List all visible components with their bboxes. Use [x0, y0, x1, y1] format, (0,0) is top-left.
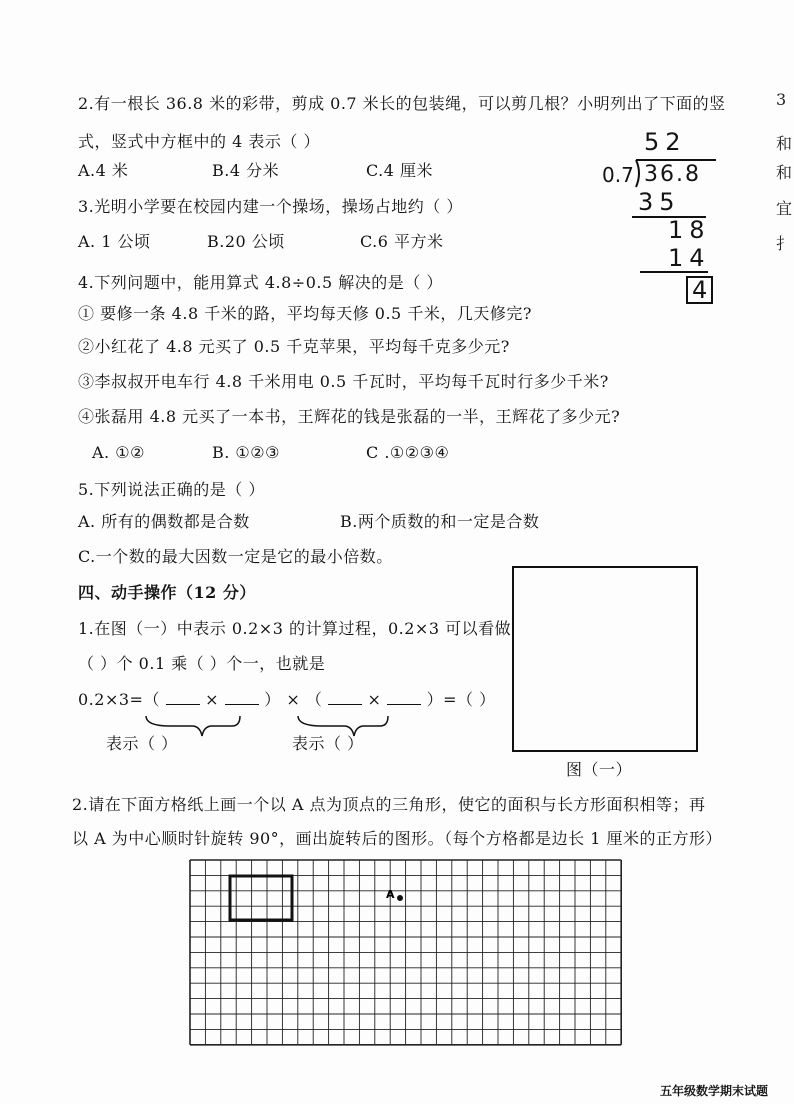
blank-2 — [225, 690, 259, 705]
q5-option-b: B.两个质数的和一定是合数 — [340, 512, 540, 531]
q4-item-1: ① 要修一条 4.8 千米的路，平均每天修 0.5 千米，几天修完? — [78, 304, 532, 323]
q4-item-2: ②小红花了 4.8 元买了 0.5 千克苹果，平均每千克多少元? — [78, 337, 510, 356]
division-step2: 18 — [668, 216, 711, 244]
figure-one-square — [512, 566, 698, 752]
q5-option-a: A. 所有的偶数都是合数 — [78, 512, 250, 531]
q5-option-c: C.一个数的最大因数一定是它的最小倍数。 — [78, 547, 393, 566]
represent-1: 表示（ ） — [106, 734, 178, 753]
edge-char-3: 和 — [776, 163, 793, 182]
braces — [140, 712, 440, 742]
q4-item-4: ④张磊用 4.8 元买了一本书，王辉花的钱是张磊的一半，王辉花了多少元? — [78, 407, 621, 426]
edge-char-1: 3 — [776, 90, 787, 109]
division-lines — [596, 125, 726, 305]
edge-char-2: 和 — [776, 134, 793, 153]
q2-line1: 2.有一根长 36.8 米的彩带，剪成 0.7 米长的包装绳，可以剪几根？小明列出了下面的竖 — [78, 94, 726, 113]
division-quotient: 52 — [644, 128, 687, 156]
figure-one-label: 图（一） — [566, 760, 633, 779]
q5-stem: 5.下列说法正确的是（ ） — [78, 480, 265, 499]
division-step3: 14 — [668, 244, 711, 272]
eq-times-1: × — [205, 690, 220, 709]
q3-option-c: C.6 平方米 — [360, 232, 444, 251]
q2-option-c: C.4 厘米 — [366, 161, 434, 180]
s4-q2-line1: 2.请在下面方格纸上画一个以 A 点为顶点的三角形，使它的面积与长方形面积相等；再 — [72, 795, 706, 814]
section4-title: 四、动手操作（12 分） — [78, 583, 256, 602]
s4-q2-line2: 以 A 为中心顺时针旋转 90°，画出旋转后的图形。（每个方格都是边长 1 厘米的正方形） — [72, 829, 723, 848]
q4-option-c: C .①②③④ — [366, 443, 450, 462]
eq-end: ）=（ ） — [426, 690, 496, 709]
eq-close-times: ） × （ — [264, 690, 323, 709]
edge-char-5: 扌 — [776, 234, 793, 253]
q4-item-3: ③李叔叔开电车行 4.8 千米用电 0.5 千瓦时，平均每千瓦时行多少千米? — [78, 372, 609, 391]
q4-option-a: A. ①② — [92, 443, 145, 462]
long-division — [596, 125, 726, 305]
eq-times-2: × — [367, 690, 382, 709]
division-dividend: 36.8 — [644, 162, 701, 187]
s4-q1-line2: （ ）个 0.1 乘（ ）个一，也就是 — [78, 654, 326, 673]
edge-char-4: 宜 — [776, 199, 793, 218]
q4-option-b: B. ①②③ — [212, 443, 280, 462]
division-divisor: 0.7 — [602, 163, 634, 187]
q3-stem: 3.光明小学要在校园内建一个操场，操场占地约（ ） — [78, 197, 463, 216]
blank-4 — [387, 690, 421, 705]
footer-title: 五年级数学期末试题 — [659, 1084, 768, 1098]
s4-equation — [78, 689, 496, 711]
q3-option-b: B.20 公顷 — [207, 232, 285, 251]
division-remainder-box: 4 — [686, 276, 713, 304]
eq-start: 0.2×3=（ — [78, 690, 160, 709]
blank-3 — [328, 690, 362, 705]
blank-1 — [166, 690, 200, 705]
q4-stem: 4.下列问题中，能用算式 4.8÷0.5 解决的是（ ） — [78, 273, 443, 292]
division-step1: 35 — [638, 188, 681, 216]
point-a[interactable] — [397, 895, 403, 901]
grid-lines — [190, 860, 621, 1045]
q2-option-b: B.4 分米 — [212, 161, 280, 180]
point-a-label: A — [386, 888, 395, 901]
q2-line2: 式，竖式中方框中的 4 表示（ ） — [78, 132, 320, 151]
grid-paper[interactable] — [186, 858, 626, 1054]
q3-option-a: A. 1 公顷 — [78, 232, 151, 251]
s4-q1-line1: 1.在图（一）中表示 0.2×3 的计算过程，0.2×3 可以看做 — [78, 619, 512, 638]
q2-option-a: A.4 米 — [78, 161, 129, 180]
represent-2: 表示（ ） — [292, 734, 364, 753]
